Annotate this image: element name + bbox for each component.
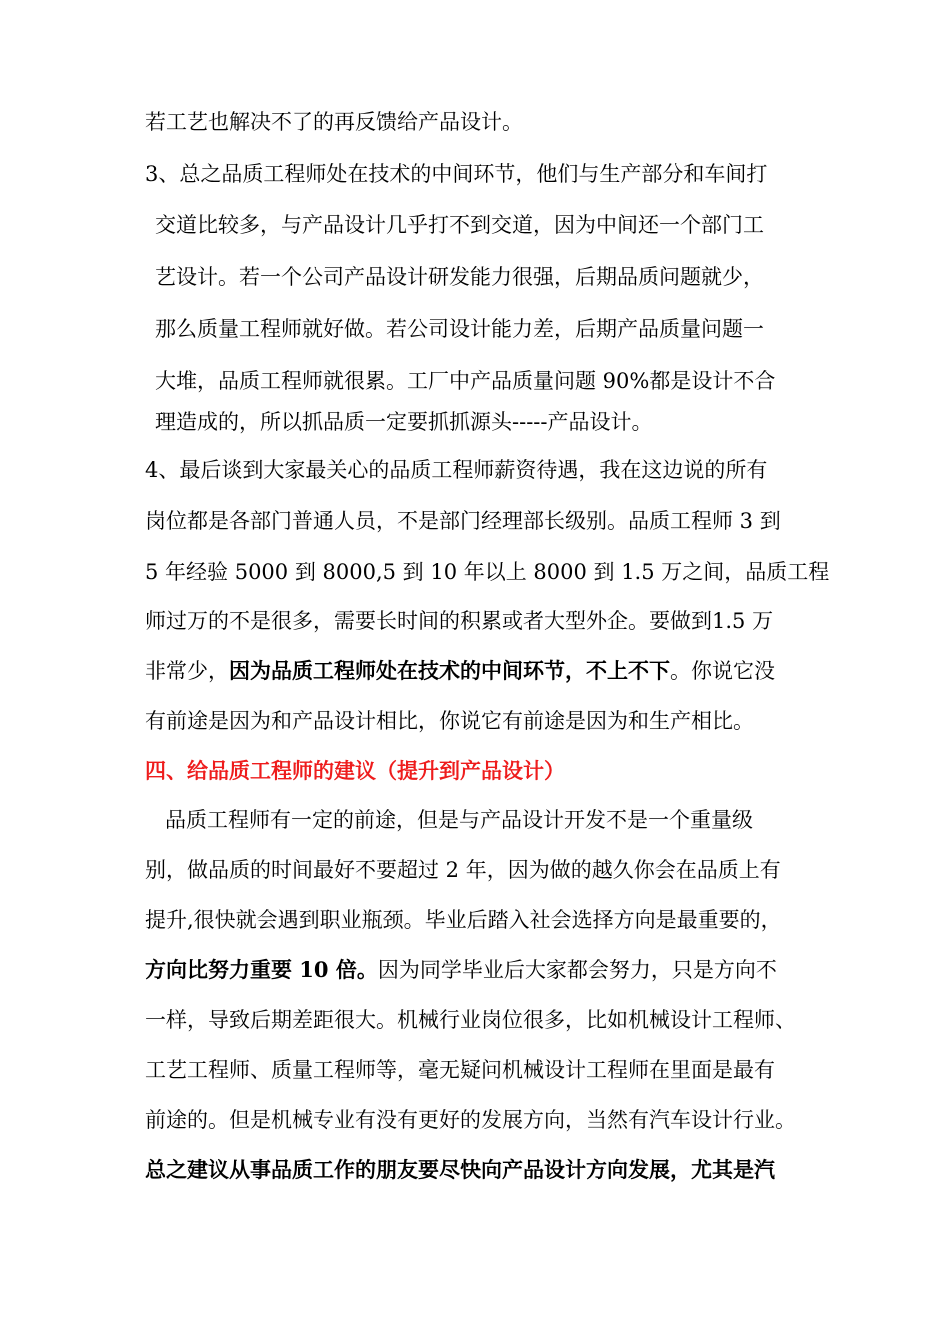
paragraph-line-4-bold: 方向比努力重要 10 倍。: [145, 957, 378, 982]
paragraph-line-5: 一样，导致后期差距很大。机械行业岗位很多，比如机械设计工程师、: [145, 1008, 796, 1032]
paragraph-line-7: 前途的。但是机械专业有没有更好的发展方向，当然有汽车设计行业。: [145, 1108, 796, 1132]
paragraph-line-2: 别，做品质的时间最好不要超过 2 年，因为做的越久你会在品质上有: [145, 858, 781, 882]
text-line-8: 4、最后谈到大家最关心的品质工程师薪资待遇，我在这边说的所有: [145, 458, 768, 482]
text-line-12-bold: 因为品质工程师处在技术的中间环节，不上不下: [229, 658, 670, 683]
text-line-5: 那么质量工程师就好做。若公司设计能力差，后期产品质量问题一: [155, 317, 764, 341]
text-line-2: 3、总之品质工程师处在技术的中间环节，他们与生产部分和车间打: [145, 162, 768, 186]
paragraph-line-1: 品质工程师有一定的前途，但是与产品设计开发不是一个重量级: [165, 808, 753, 832]
text-line-9: 岗位都是各部门普通人员，不是部门经理部长级别。品质工程师 3 到: [145, 509, 781, 533]
text-line-13: 有前途是因为和产品设计相比，你说它有前途是因为和生产相比。: [145, 709, 754, 733]
text-line-4: 艺设计。若一个公司产品设计研发能力很强，后期品质问题就少，: [155, 265, 764, 289]
text-line-3: 交道比较多，与产品设计几乎打不到交道，因为中间还一个部门工: [155, 213, 764, 237]
text-line-12-part-a: 非常少，: [145, 659, 229, 683]
paragraph-line-6: 工艺工程师、质量工程师等，毫无疑问机械设计工程师在里面是最有: [145, 1058, 775, 1082]
text-line-7: 理造成的，所以抓品质一定要抓抓源头-----产品设计。: [155, 410, 653, 434]
text-line-1: 若工艺也解决不了的再反馈给产品设计。: [145, 110, 523, 134]
text-line-12-part-c: 。你说它没: [670, 659, 775, 683]
paragraph-line-4-rest: 因为同学毕业后大家都会努力，只是方向不: [377, 958, 777, 982]
section-heading: 四、给品质工程师的建议（提升到产品设计）: [145, 758, 565, 783]
text-line-12: [145, 657, 775, 685]
text-line-10: 5 年经验 5000 到 8000,5 到 10 年以上 8000 到 1.5 万之间，品质工程: [145, 560, 830, 584]
text-line-6: 大堆，品质工程师就很累。工厂中产品质量问题 90%都是设计不合: [155, 369, 776, 393]
paragraph-line-4: [145, 956, 777, 984]
text-line-11: 师过万的不是很多，需要长时间的积累或者大型外企。要做到1.5 万: [145, 609, 774, 633]
paragraph-line-3: 提升,很快就会遇到职业瓶颈。毕业后踏入社会选择方向是最重要的，: [145, 908, 782, 932]
paragraph-line-8-bold: 总之建议从事品质工作的朋友要尽快向产品设计方向发展，尤其是汽: [145, 1157, 775, 1182]
